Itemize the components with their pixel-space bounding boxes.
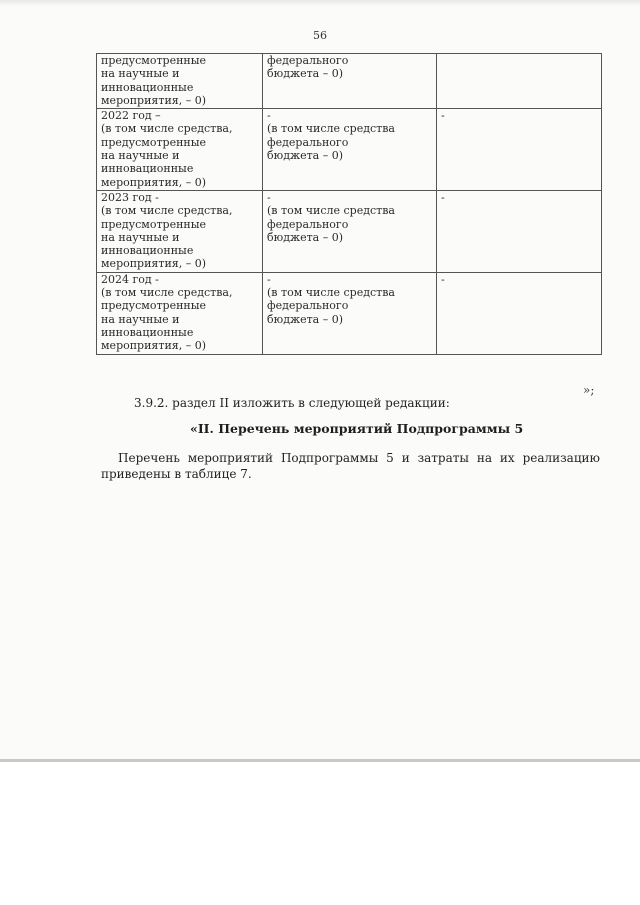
page-shadow [0,0,640,6]
table-row [97,272,602,354]
table-cell-col1 [97,109,263,191]
cell-line: федерального [267,54,349,67]
cell-line [441,54,598,67]
table-cell-col2 [263,272,437,354]
table-row [97,190,602,272]
cell-line: предусмотренные [101,217,207,231]
cell-line: инновационные [101,244,194,258]
cell-line: предусмотренные [101,135,207,149]
cell-line: инновационные [101,80,194,94]
cell-line: на научные и [101,312,180,326]
table-cell-col2 [263,109,437,191]
cell-line: федерального [267,299,349,313]
cell-line: бюджета – 0) [267,230,344,244]
table-cell-col2 [263,190,437,272]
page-number: 56 [313,29,327,42]
cell-line: предусмотренные [101,299,207,313]
table-cell-col3 [437,190,602,272]
cell-line: на научные и [101,67,180,81]
cell-line: (в том числе средства [267,204,395,218]
cell-line: - [441,272,445,286]
cell-line: - [267,109,271,123]
cell-line: - [267,272,271,286]
cell-line: (в том числе средства, [101,286,233,300]
cell-line: - [441,109,445,123]
table-cell-col3 [437,54,602,109]
body-paragraph: Перечень мероприятий Подпрограммы 5 и затраты на их реализацию приведены в таблице 7. [101,451,600,481]
table-cell-col1 [97,54,263,109]
cell-line: - [267,190,271,204]
cell-line: 2023 год - [101,190,159,204]
cell-line: инновационные [101,162,194,176]
funding-table-body [97,54,602,355]
cell-line: (в том числе средства, [101,122,233,136]
table-row [97,109,602,191]
cell-line: мероприятия, – 0) [101,93,207,107]
table-cell-col1 [97,190,263,272]
cell-line: мероприятия, – 0) [101,257,207,271]
cell-line: предусмотренные [101,54,207,67]
table-row [97,54,602,109]
closing-quote: »; [583,383,595,397]
cell-line: федерального [267,217,349,231]
cell-line: 2024 год - [101,272,159,286]
cell-line: мероприятия, – 0) [101,339,207,353]
section-title: «II. Перечень мероприятий Подпрограммы 5 [190,421,524,436]
cell-line: (в том числе средства [267,122,395,136]
cell-line: на научные и [101,230,180,244]
table-cell-col2 [263,54,437,109]
cell-line: федерального [267,135,349,149]
cell-line: (в том числе средства [267,286,395,300]
cell-line: - [441,190,445,204]
cell-line: на научные и [101,149,180,163]
cell-line: 2022 год – [101,109,161,123]
table-cell-col1 [97,272,263,354]
table-cell-col3 [437,272,602,354]
cell-line: (в том числе средства, [101,204,233,218]
funding-table [96,53,602,355]
table-cell-col3 [437,109,602,191]
cell-line: мероприятия, – 0) [101,175,207,189]
cell-line: бюджета – 0) [267,67,344,81]
subitem-text: 3.9.2. раздел II изложить в следующей редакции: [134,396,450,410]
cell-line: бюджета – 0) [267,312,344,326]
cell-line: инновационные [101,325,194,339]
cell-line: бюджета – 0) [267,149,344,163]
